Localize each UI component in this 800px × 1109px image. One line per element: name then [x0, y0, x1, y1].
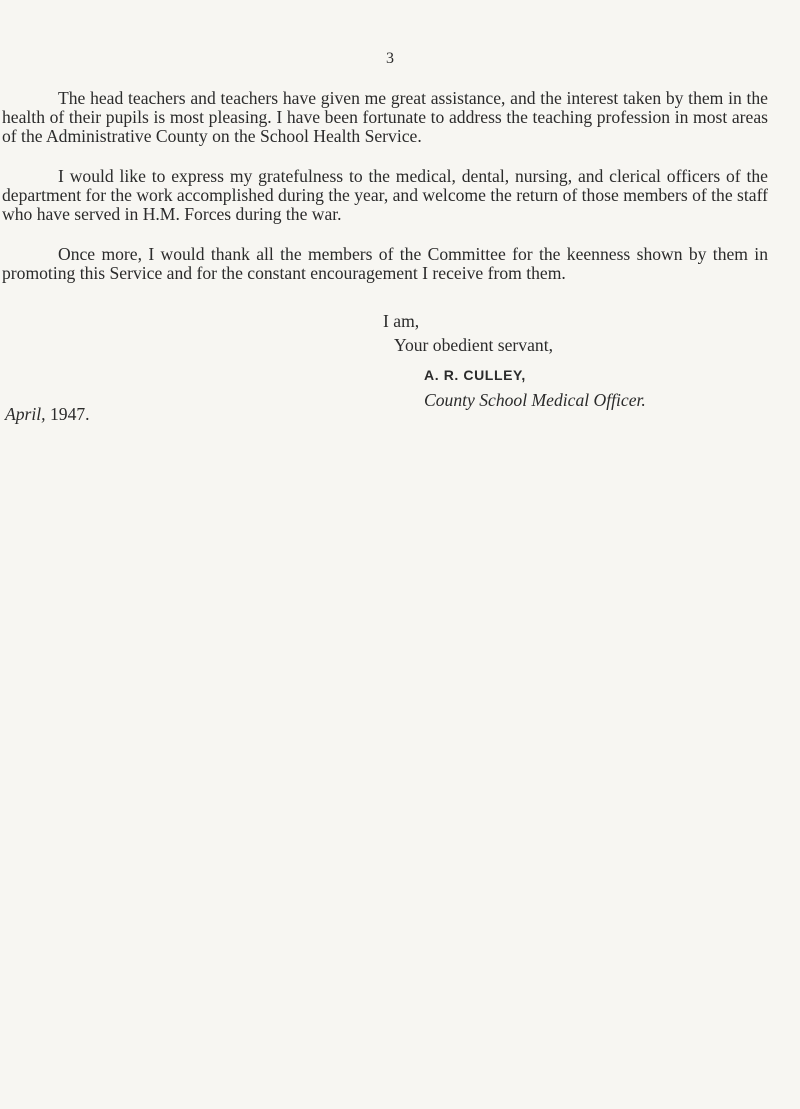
letter-body: [2, 89, 768, 304]
page-number: 3: [386, 50, 394, 67]
signatory-title: County School Medical Officer.: [424, 390, 646, 410]
paragraph-staff-thanks: I would like to express my gratefulness to the medical, dental, nursing, and clerical officers of the department for the work accomplished during the year, and welcome the return of those members of the staff who have served in H.M. Forces during the war.: [2, 166, 768, 224]
paragraph-committee-thanks: Once more, I would thank all the members of the Committee for the keenness shown by them in promoting this Service and for the constant encouragement I receive from them.: [2, 244, 768, 283]
date-year: 1947.: [49, 404, 90, 424]
closing-servant: Your obedient servant,: [394, 335, 553, 355]
date-month: April,: [5, 404, 46, 424]
paragraph-teachers: The head teachers and teachers have given me great assistance, and the interest taken by them in the health of their pupils is most pleasing. I have been fortunate to address the teaching profession in most areas of the Administrative County on the School Health Service.: [2, 88, 768, 146]
closing-salutation: I am,: [383, 311, 420, 331]
letter-date: [5, 404, 90, 425]
signatory-name: A. R. CULLEY,: [424, 367, 526, 383]
